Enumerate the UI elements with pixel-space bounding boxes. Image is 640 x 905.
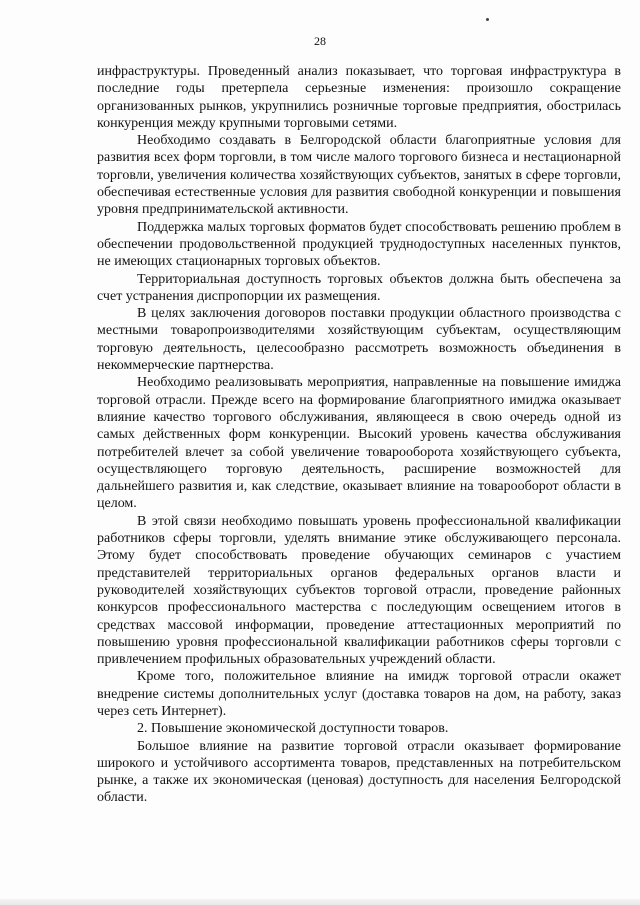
scan-speck (486, 18, 489, 21)
paragraph: инфраструктуры. Проведенный анализ показывает, что торговая инфраструктура в последние годы претерпела серьезные изменения: произошло сокращение организованных рынков, укрупнились розничные торговые предприятия, обострилась конкуренция между крупными торговыми сетями. (97, 64, 621, 131)
paragraph: Кроме того, положительное влияние на имидж торговой отрасли окажет внедрение системы дополнительных услуг (доставка товаров на дом, на работу, заказ через сеть Интернет). (97, 669, 621, 719)
paragraph: 2. Повышение экономической доступности товаров. (137, 721, 449, 737)
paragraph: Необходимо создавать в Белгородской области благоприятные условия для развития всех форм торговли, в том числе малого торгового бизнеса и нестационарной торговли, увеличения количества хозяйствующих субъектов, занятых в сфере торговли, обеспечивая естественные условия для развития свободной конкуренции и повышения уровня предпринимательской активности. (97, 133, 621, 218)
paragraph: Территориальная доступность торговых объектов должна быть обеспечена за счет устранения диспропорции их размещения. (97, 271, 621, 304)
page-bottom-edge (0, 899, 640, 905)
paragraph: Необходимо реализовывать мероприятия, направленные на повышение имиджа торговой отрасли. Прежде всего на формирование благоприятного имиджа оказывает влияние качество торгового обслуживания, являющееся в свою очередь одной из самых действенных форм конкуренции. Высокий уровень качества обслуживания потребителей влечет за собой увеличение товарооборота хозяйствующего субъекта, осуществляющего торговую деятельность, расширение возможностей для дальнейшего развития и, как следствие, оказывает влияние на товарооборот области в целом. (97, 375, 621, 512)
paragraph: Поддержка малых торговых форматов будет способствовать решению проблем в обеспечении продовольственной продукцией труднодоступных населенных пунктов, не имеющих стационарных торговых объектов. (97, 219, 621, 270)
body-text (97, 63, 621, 807)
page-number: 28 (314, 34, 326, 48)
paragraph: В целях заключения договоров поставки продукции областного производства с местными товаропроизводителями хозяйствующим субъектам, осуществляющим торговую деятельность, целесообразно рассмотреть возможность объединения в некоммерческие партнерства. (97, 306, 621, 374)
paragraph: В этой связи необходимо повышать уровень профессиональной квалификации работников сферы торговли, уделять внимание этике обслуживающего персонала. Этому будет способствовать проведение обучающих семинаров с участием представителей территориальных органов федеральных органов власти и руководителей хозяйствующих субъектов торговой отрасли, проведение районных конкурсов профессионального мастерства с последующим освещением итогов в средствах массовой информации, проведение аттестационных мероприятий по повышению уровня профессиональной квалификации работников сферы торговли с привлечением профильных образовательных учреждений области. (97, 513, 621, 668)
paragraph: Большое влияние на развитие торговой отрасли оказывает формирование широкого и устойчивого ассортимента товаров, представленных на потребительском рынке, а также их экономическая (ценовая) доступность для населения Белгородской области. (97, 738, 621, 806)
